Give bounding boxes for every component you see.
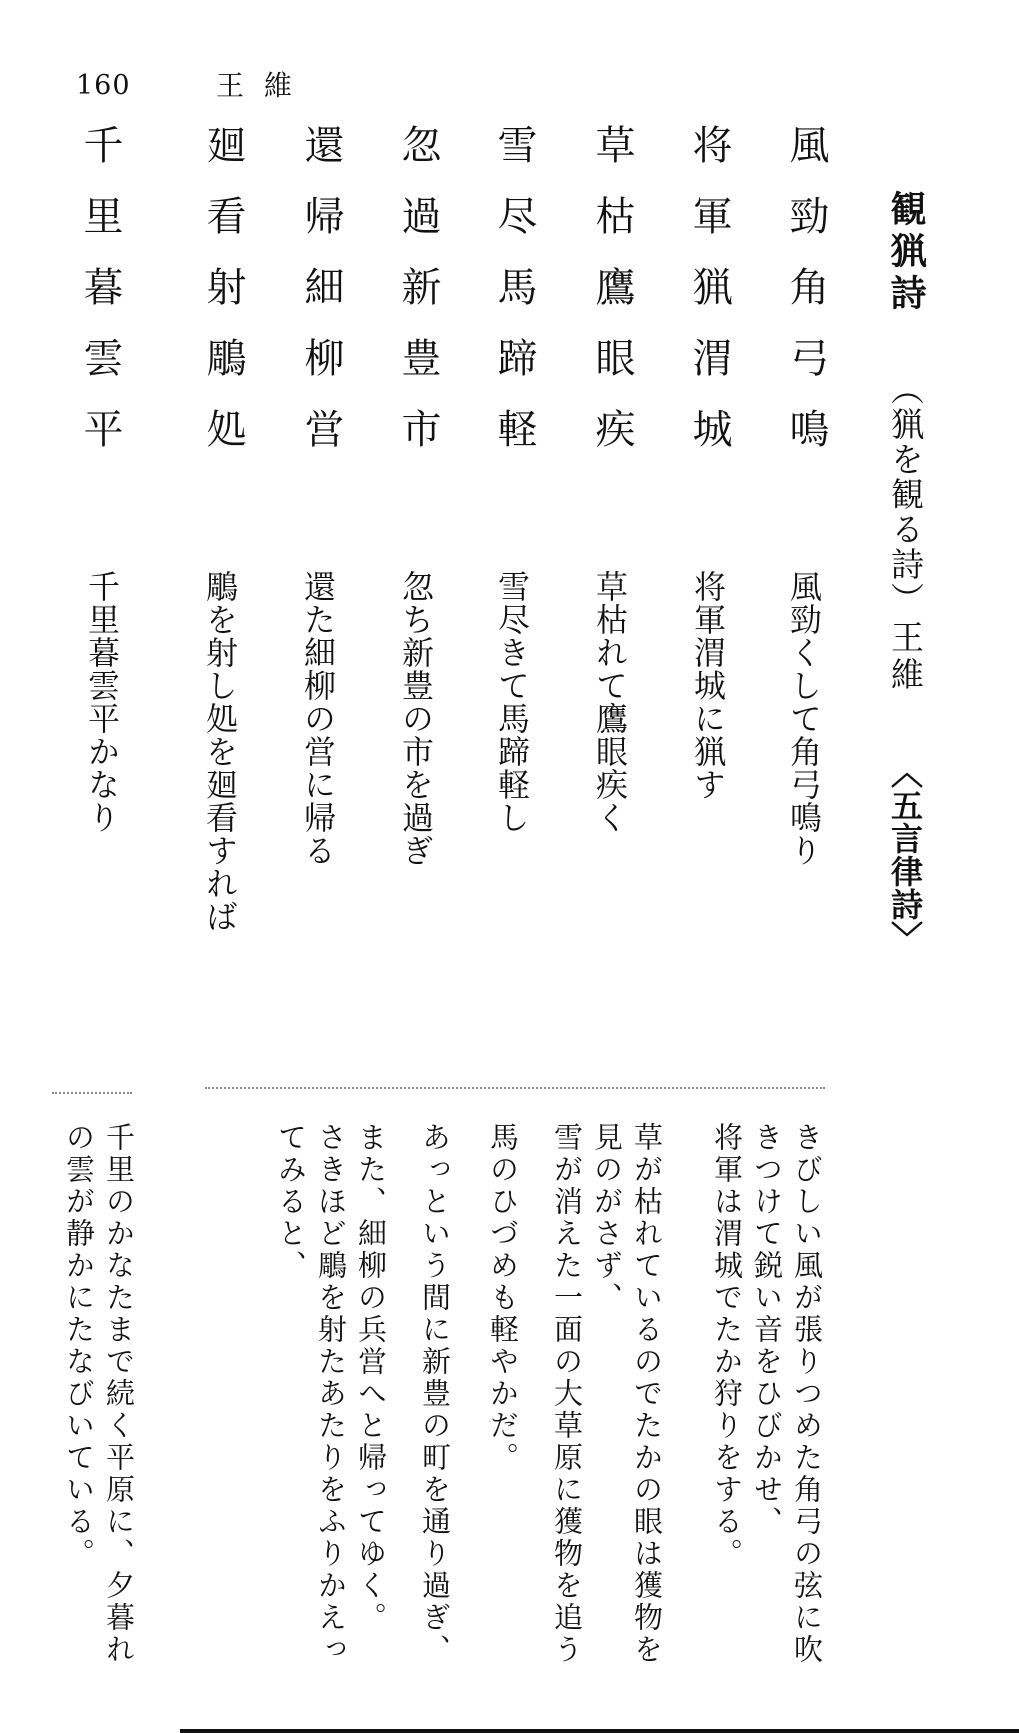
translation-line: きびしい風が張りつめた角弓の弦に吹 <box>790 1122 824 1666</box>
translation-line: てみると、 <box>274 1122 308 1282</box>
kanbun-line: 雪尽馬蹄軽 <box>491 124 537 479</box>
kanbun-line: 千里暮雲平 <box>77 124 123 479</box>
running-header-author: 王維 <box>216 69 313 102</box>
dotted-separator <box>52 1092 132 1094</box>
translation-line: きつけて鋭い音をひびかせ、 <box>750 1122 784 1538</box>
kanbun-line: 忽過新豊市 <box>395 124 441 479</box>
yomikudashi-line: 忽ち新豊の市を過ぎ <box>397 570 435 867</box>
poem-author: 王維 <box>886 620 925 694</box>
kanbun-line: 廻看射鵰処 <box>200 124 246 479</box>
yomikudashi-line: 鵰を射し処を廻看すれば <box>201 570 239 933</box>
translation-line: 雪が消えた一面の大草原に獲物を追う <box>550 1122 584 1666</box>
yomikudashi-line: 将軍渭城に猟す <box>689 570 727 801</box>
translation-line: の雲が静かにたなびいている。 <box>62 1122 96 1570</box>
poem-title: 観猟詩 <box>885 190 927 316</box>
yomikudashi-line: 雪尽きて馬蹄軽し <box>493 570 531 834</box>
kanbun-line: 風勁角弓鳴 <box>783 124 829 479</box>
yomikudashi-line: 草枯れて鷹眼疾く <box>591 570 629 834</box>
translation-line: 将軍は渭城でたか狩りをする。 <box>710 1122 744 1570</box>
yomikudashi-line: 風勁くして角弓鳴り <box>785 570 823 867</box>
kanbun-line: 還帰細柳営 <box>298 124 344 479</box>
translation-line: 馬のひづめも軽やかだ。 <box>486 1122 520 1474</box>
translation-line: また、細柳の兵営へと帰ってゆく。 <box>354 1122 388 1634</box>
kanbun-line: 将軍猟渭城 <box>686 124 732 479</box>
kanbun-line: 草枯鷹眼疾 <box>589 124 635 479</box>
page-number: 160 <box>76 70 131 101</box>
translation-line: 千里のかなたまで続く平原に、夕暮れ <box>102 1122 136 1666</box>
poem-form: 〈五言律詩〉 <box>886 756 924 954</box>
yomikudashi-line: 還た細柳の営に帰る <box>299 570 337 867</box>
translation-line: あっという間に新豊の町を通り過ぎ、 <box>418 1122 452 1666</box>
dotted-separator <box>205 1087 825 1089</box>
poem-title-reading: （猟を観る詩） <box>886 372 925 617</box>
page-bottom-rule <box>180 1729 1019 1733</box>
translation-line: 草が枯れているのでたかの眼は獲物を <box>630 1122 664 1666</box>
translation-line: 見のがさず、 <box>590 1122 624 1314</box>
translation-line: さきほど鵰を射たあたりをふりかえっ <box>314 1122 348 1666</box>
yomikudashi-line: 千里暮雲平かなり <box>83 570 121 834</box>
